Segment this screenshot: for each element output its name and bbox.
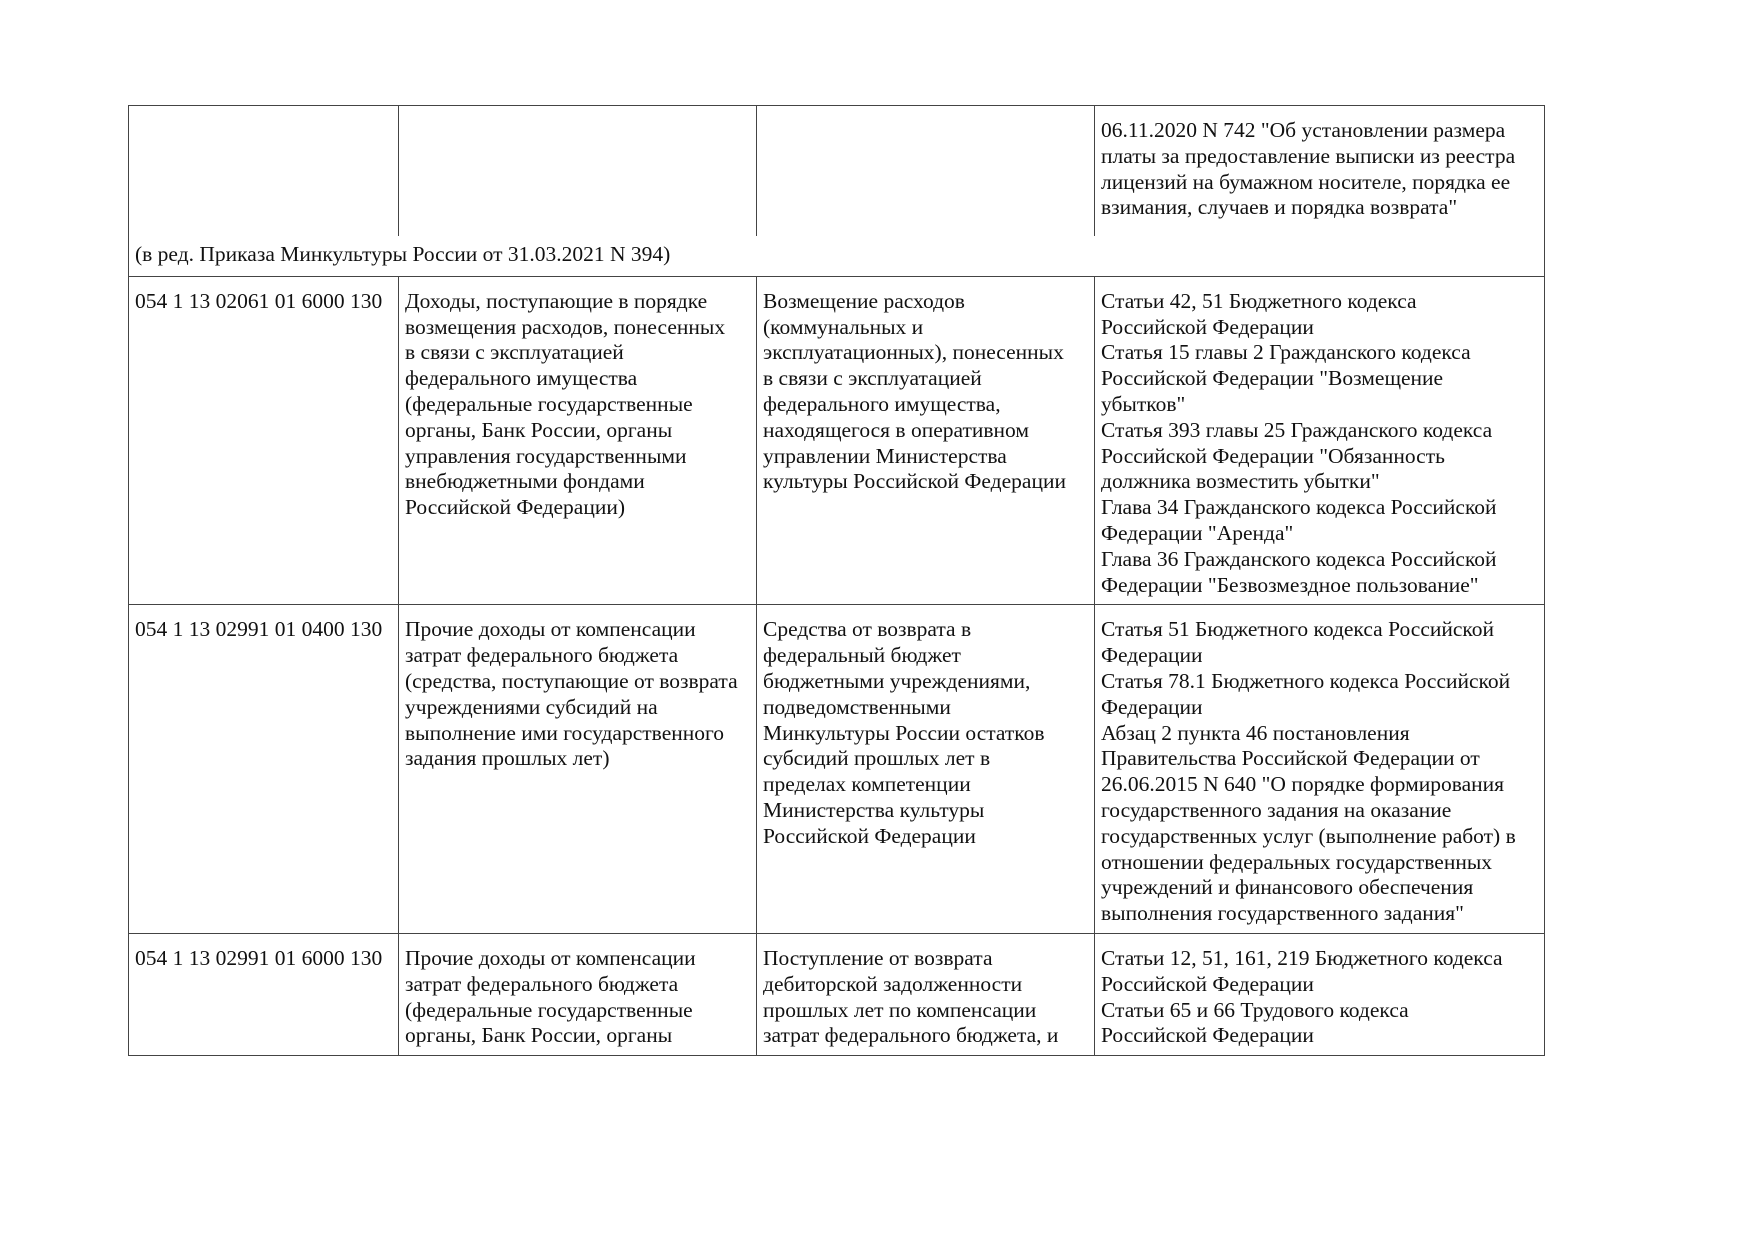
text-line: Минкультуры России остатков — [763, 720, 1045, 745]
text-line: эксплуатационных), понесенных — [763, 340, 1064, 365]
text-line: Прочие доходы от компенсации — [405, 945, 696, 970]
text-line: Средства от возврата в — [763, 617, 972, 642]
text-line: затрат федерального бюджета — [405, 643, 679, 668]
text-line: подведомственными — [763, 694, 951, 719]
table-row-edition-note — [129, 236, 1545, 276]
text-line: Поступление от возврата — [763, 945, 993, 970]
text-line: федеральный бюджет — [763, 643, 961, 668]
text-line: выполнение ими государственного — [405, 720, 725, 745]
cell-name — [399, 933, 757, 1055]
text-line: в связи с эксплуатацией — [405, 340, 624, 365]
text-line: Статьи 42, 51 Бюджетного кодекса — [1101, 288, 1417, 313]
text-line: Статьи 12, 51, 161, 219 Бюджетного кодекса — [1101, 945, 1503, 970]
cell-legal-basis — [1095, 276, 1545, 605]
revenue-codes-table — [128, 105, 1545, 1056]
text-line: Статьи 65 и 66 Трудового кодекса — [1101, 997, 1409, 1022]
text-line: Статья 78.1 Бюджетного кодекса Российской — [1101, 668, 1511, 693]
text-line: убытков" — [1101, 391, 1186, 416]
cell-legal-basis — [1095, 605, 1545, 934]
table-row — [129, 276, 1545, 605]
text-line: Правительства Российской Федерации от — [1101, 746, 1480, 771]
edition-note: (в ред. Приказа Минкультуры России от 31.03.2021 N 394) — [129, 236, 1545, 276]
text-line: 26.06.2015 N 640 "О порядке формирования — [1101, 772, 1505, 797]
cell-code: 054 1 13 02061 01 6000 130 — [129, 276, 399, 605]
text-line: Российской Федерации "Обязанность — [1101, 443, 1445, 468]
cell-legal-basis — [1095, 933, 1545, 1055]
text-line: Российской Федерации — [1101, 971, 1314, 996]
text-line: учреждений и финансового обеспечения — [1101, 875, 1474, 900]
text-line: бюджетными учреждениями, — [763, 668, 1031, 693]
text-line: Российской Федерации — [1101, 314, 1314, 339]
text-line: дебиторской задолженности — [763, 971, 1023, 996]
text-line: Статья 15 главы 2 Гражданского кодекса — [1101, 340, 1471, 365]
text-line: федерального имущества, — [763, 391, 1001, 416]
text-line: платы за предоставление выписки из реестра — [1101, 143, 1516, 168]
cell-description — [757, 605, 1095, 934]
text-line: органы, Банк России, органы — [405, 417, 673, 442]
text-line: выполнения государственного задания" — [1101, 901, 1464, 926]
text-line: Прочие доходы от компенсации — [405, 617, 696, 642]
table-row — [129, 933, 1545, 1055]
text-line: (коммунальных и — [763, 314, 924, 339]
text-line: Статья 393 главы 25 Гражданского кодекса — [1101, 417, 1493, 442]
text-line: (средства, поступающие от возврата — [405, 668, 738, 693]
text-line: культуры Российской Федерации — [763, 469, 1066, 494]
text-line: (федеральные государственные — [405, 997, 693, 1022]
cell-code: 054 1 13 02991 01 6000 130 — [129, 933, 399, 1055]
text-line: Министерства культуры — [763, 797, 985, 822]
text-line: прошлых лет по компенсации — [763, 997, 1037, 1022]
text-line: Возмещение расходов — [763, 288, 965, 313]
text-line: затрат федерального бюджета — [405, 971, 679, 996]
cell-name — [399, 605, 757, 934]
table-row — [129, 605, 1545, 934]
text-line: взимания, случаев и порядка возврата" — [1101, 195, 1458, 220]
text-line: Федерации — [1101, 643, 1203, 668]
text-line: субсидий прошлых лет в — [763, 746, 991, 771]
text-line: в связи с эксплуатацией — [763, 366, 982, 391]
text-line: Статья 51 Бюджетного кодекса Российской — [1101, 617, 1495, 642]
cell-name — [399, 276, 757, 605]
text-line: Федерации "Аренда" — [1101, 520, 1294, 545]
cell-code — [129, 106, 399, 237]
text-line: Федерации "Безвозмездное пользование" — [1101, 572, 1479, 597]
text-line: возмещения расходов, понесенных — [405, 314, 726, 339]
text-line: федерального имущества — [405, 366, 638, 391]
text-line: Российской Федерации "Возмещение — [1101, 366, 1444, 391]
text-line: 06.11.2020 N 742 "Об установлении размера — [1101, 118, 1506, 142]
text-line: затрат федерального бюджета, и — [763, 1023, 1059, 1048]
text-line: Российской Федерации — [763, 823, 976, 848]
text-line: отношении федеральных государственных — [1101, 849, 1493, 874]
text-line: лицензий на бумажном носителе, порядка ее — [1101, 169, 1511, 194]
text-line: управления государственными — [405, 443, 687, 468]
text-line: Глава 34 Гражданского кодекса Российской — [1101, 495, 1497, 520]
text-line: государственного задания на оказание — [1101, 797, 1452, 822]
text-line: находящегося в оперативном — [763, 417, 1029, 442]
text-line: Глава 36 Гражданского кодекса Российской — [1101, 546, 1497, 571]
text-line: Российской Федерации) — [405, 495, 626, 520]
table-row-continuation — [129, 106, 1545, 237]
text-line: должника возместить убытки" — [1101, 469, 1380, 494]
cell-legal-basis — [1095, 106, 1545, 237]
text-line: Абзац 2 пункта 46 постановления — [1101, 720, 1410, 745]
text-line: (федеральные государственные — [405, 391, 693, 416]
cell-name — [399, 106, 757, 237]
text-line: управлении Министерства — [763, 443, 1007, 468]
text-line: задания прошлых лет) — [405, 746, 610, 771]
text-line: государственных услуг (выполнение работ) в — [1101, 823, 1516, 848]
cell-description — [757, 106, 1095, 237]
text-line: органы, Банк России, органы — [405, 1023, 673, 1048]
cell-description — [757, 933, 1095, 1055]
cell-description — [757, 276, 1095, 605]
text-line: учреждениями субсидий на — [405, 694, 658, 719]
text-line: Доходы, поступающие в порядке — [405, 288, 708, 313]
text-line: Федерации — [1101, 694, 1203, 719]
text-line: внебюджетными фондами — [405, 469, 645, 494]
cell-code: 054 1 13 02991 01 0400 130 — [129, 605, 399, 934]
text-line: пределах компетенции — [763, 772, 971, 797]
text-line: Российской Федерации — [1101, 1023, 1314, 1048]
